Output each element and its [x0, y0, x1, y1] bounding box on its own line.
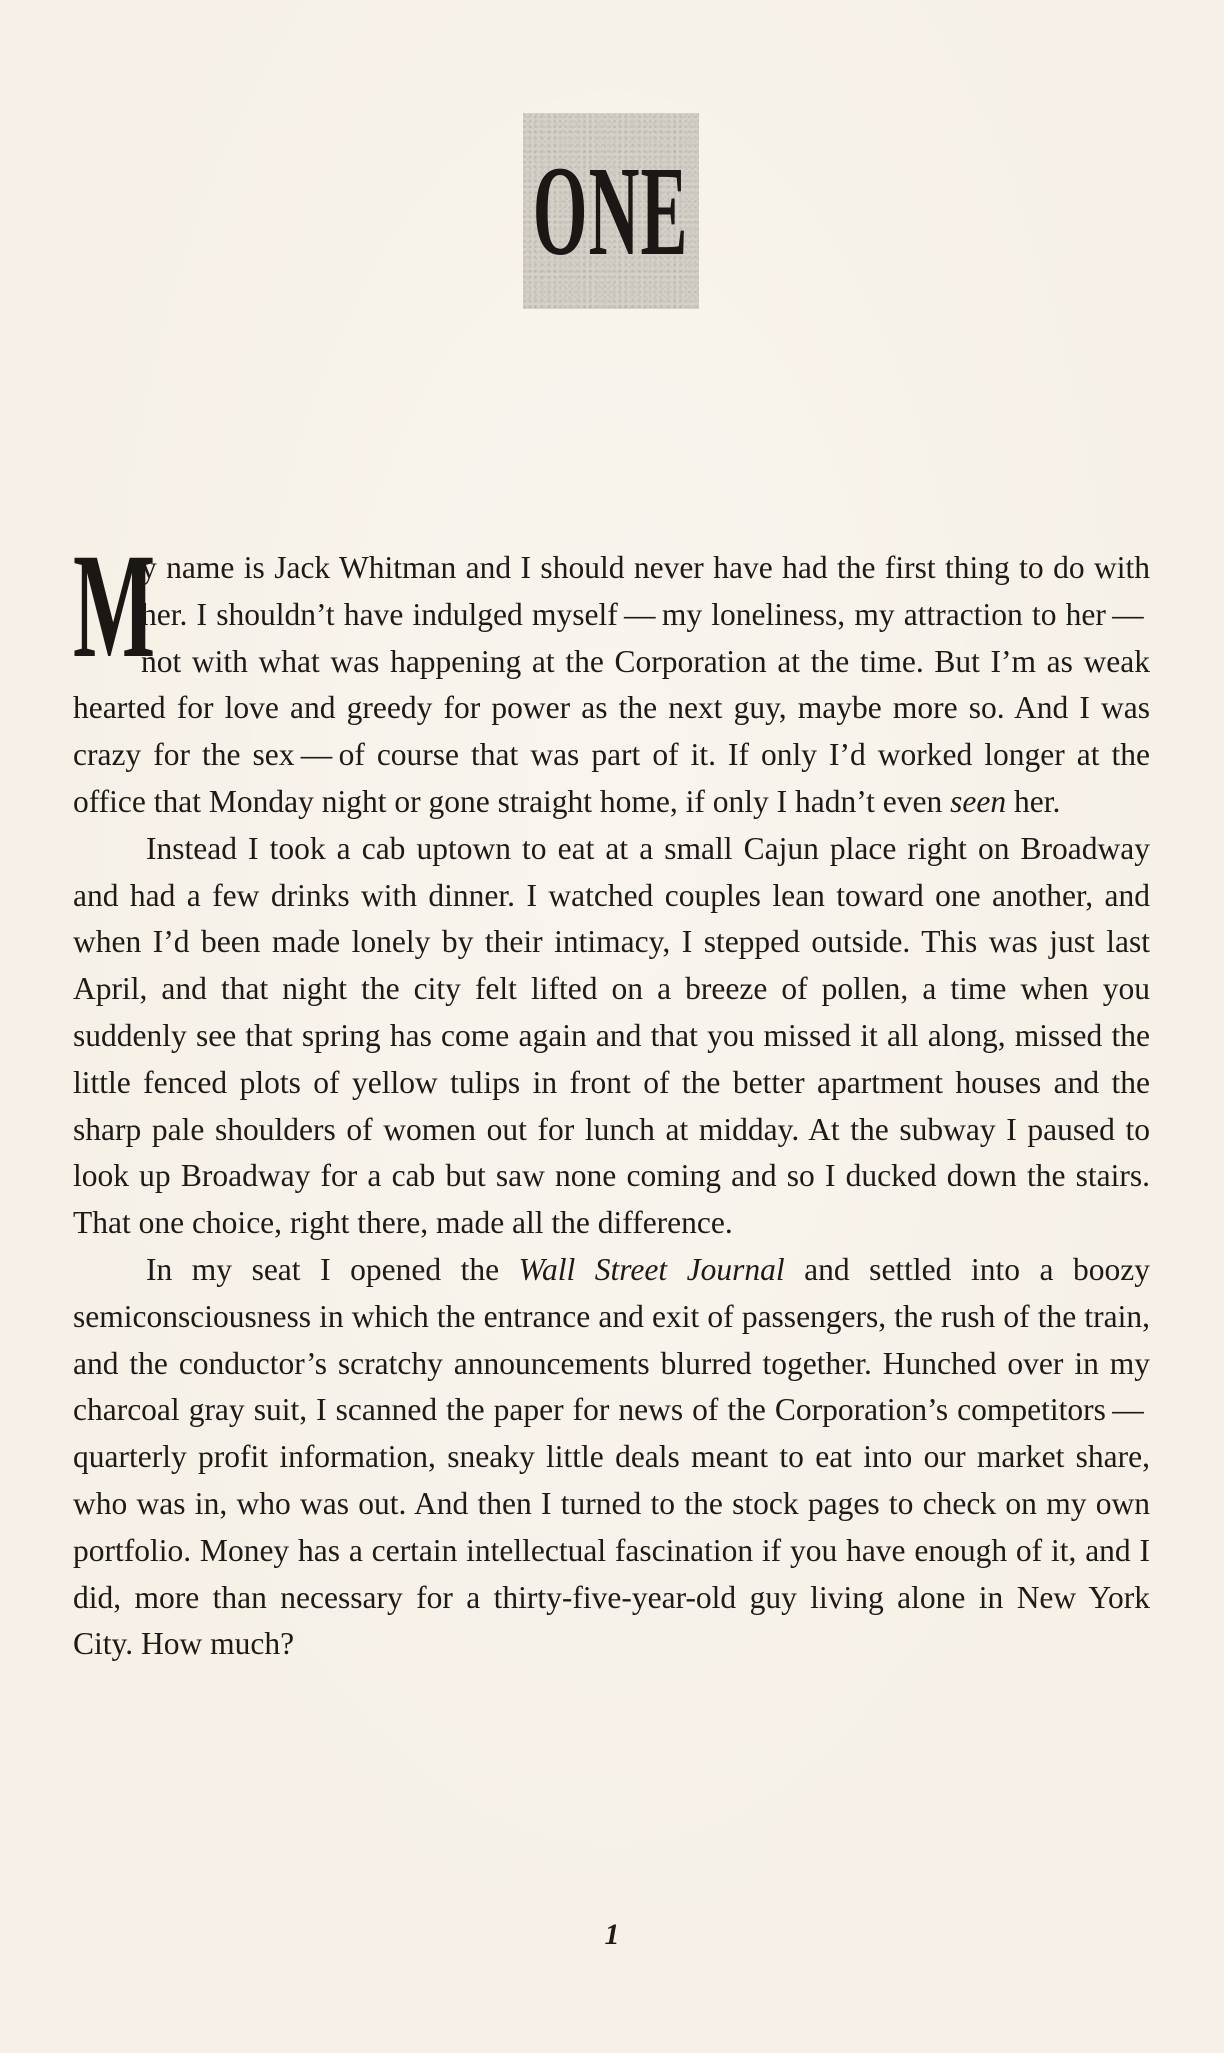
page-number: 1: [604, 1918, 620, 1951]
paragraph-2: Instead I took a cab uptown to eat at a small Cajun place right on Broadway and had a few drinks with dinner. I watched couples lean toward one another, and when I’d been made lonely by their intimacy, I stepped outside. This was just last April, and that night the city felt lifted on a breeze of pollen, a time when you suddenly see that spring has come again and that you missed it all along, missed the little fenced plots of yellow tulips in front of the better apartment houses and the sharp pale shoulders of women out for lunch at midday. At the subway I paused to look up Broadway for a cab but saw none coming and so I ducked down the stairs. That one choice, right there, made all the difference.: [73, 830, 1150, 1241]
paragraph-3-emphasis: Wall Street Journal: [518, 1251, 785, 1287]
paragraph-3: [73, 1247, 1150, 1668]
chapter-heading-box: [523, 113, 699, 309]
paragraph-3-lead: In my seat I opened the: [146, 1251, 519, 1287]
drop-cap: M: [73, 523, 156, 689]
paragraph-1-emphasis: seen: [950, 783, 1007, 819]
body-text: [73, 523, 1150, 1668]
chapter-title: ONE: [533, 140, 689, 282]
paragraph-1-lead: y name is Jack Whitman and I should never have had the first thing to do with her. I shouldn’t have indulged myself — my loneliness, my attraction to her — not with what was happening at the Corporation at the time. But I’m as weak hearted for love and greedy for power as the next guy, maybe more so. And I was crazy for the sex — of course that was part of it. If only I’d worked longer at the office that Monday night or gone straight home, if only I hadn’t even: [73, 550, 1150, 819]
paragraph-3-tail: and settled into a boozy semiconsciousness in which the entrance and exit of passengers, the rush of the train, and the conductor’s scratchy announcements blurred together. Hunched over in my charcoal gray suit, I scanned the paper for news of the Corporation’s competitors — quarterly profit information, sneaky little deals meant to eat into our market share, who was in, who was out. And then I turned to the stock pages to check on my own portfolio. Money has a certain intellectual fascination if you have enough of it, and I did, more than necessary for a thirty-five-year-old guy living alone in New York City. How much?: [73, 1251, 1150, 1662]
paragraph-1: [73, 523, 1150, 826]
paragraph-1-tail: her.: [1006, 783, 1061, 819]
